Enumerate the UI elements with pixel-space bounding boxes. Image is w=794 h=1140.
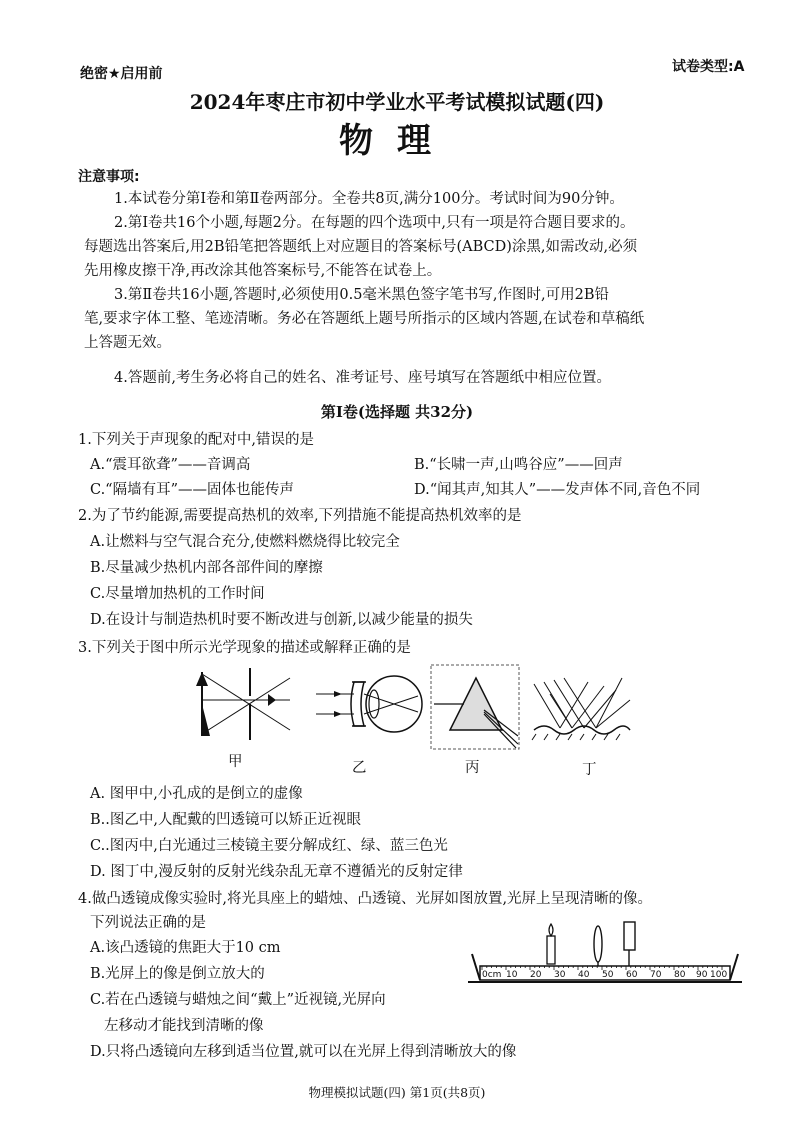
q1-stem: 1.下列关于声现象的配对中,错误的是 — [78, 432, 314, 448]
candle-icon — [547, 924, 555, 964]
q4-stem: 4.做凸透镜成像实验时,将光具座上的蜡烛、凸透镜、光屏如图放置,光屏上呈现清晰的像。 — [78, 891, 653, 907]
secret-mark: 绝密★启用前 — [80, 66, 163, 82]
q1-option-c: C.“隔墙有耳”——固体也能传声 — [90, 482, 295, 498]
q1-option-d: D.“闻其声,知其人”——发声体不同,音色不同 — [414, 482, 701, 498]
notes-line: 先用橡皮擦干净,再改涂其他答案标号,不能答在试卷上。 — [84, 263, 442, 279]
q2-option-d: D.在设计与制造热机时要不断改进与创新,以减少能量的损失 — [90, 612, 473, 628]
q4-option-d: D.只将凸透镜向左移到适当位置,就可以在光屏上得到清晰放大的像 — [90, 1044, 517, 1060]
q4-option-c: C.若在凸透镜与蜡烛之间“戴上”近视镜,光屏向 — [90, 992, 386, 1008]
q3-option-a: A. 图甲中,小孔成的是倒立的虚像 — [90, 786, 303, 802]
q4-stem-continued: 下列说法正确的是 — [90, 915, 206, 931]
notes-line: 每题选出答案后,用2B铅笔把答题纸上对应题目的答案标号(ABCD)涂黑,如需改动,必须 — [84, 239, 638, 255]
light-screen-icon — [624, 922, 635, 950]
section-title: 第Ⅰ卷(选择题 共32分) — [320, 403, 474, 421]
notes-line: 2.第Ⅰ卷共16个小题,每题2分。在每题的四个选项中,只有一项是符合题目要求的。 — [114, 215, 635, 231]
ruler-label: 10 — [506, 970, 518, 980]
q2-option-a: A.让燃料与空气混合充分,使燃料燃烧得比较完全 — [90, 534, 400, 550]
figure-label-jia: 甲 — [228, 754, 243, 770]
q2-stem: 2.为了节约能源,需要提高热机的效率,下列措施不能提高热机效率的是 — [78, 508, 522, 524]
ruler-label: 100 — [710, 970, 728, 980]
q1-option-a: A.“震耳欲聋”——音调高 — [90, 457, 251, 473]
ruler-label: 70 — [650, 970, 662, 980]
figure-label-yi: 乙 — [352, 760, 367, 776]
convex-lens-icon — [594, 926, 602, 962]
paper-type: 试卷类型:A — [672, 59, 745, 75]
notes-line: 1.本试卷分第Ⅰ卷和第Ⅱ卷两部分。全卷共8页,满分100分。考试时间为90分钟。 — [114, 191, 624, 207]
figure-jia-pinhole — [190, 664, 300, 744]
ruler-label: 80 — [674, 970, 686, 980]
ruler-label: 0cm — [482, 970, 502, 980]
notes-line: 上答题无效。 — [84, 335, 171, 351]
subject-title: 物理 — [339, 121, 455, 161]
figure-optical-bench — [468, 916, 742, 992]
ruler-label: 60 — [626, 970, 638, 980]
q4-option-a: A.该凸透镜的焦距大于10 cm — [90, 940, 281, 956]
page-footer: 物理模拟试题(四) 第1页(共8页) — [308, 1085, 486, 1100]
ruler-label: 30 — [554, 970, 566, 980]
q4-option-c-continued: 左移动才能找到清晰的像 — [104, 1018, 264, 1034]
figure-label-ding: 丁 — [582, 762, 597, 778]
ruler-label: 90 — [696, 970, 708, 980]
figure-ding-diffuse — [530, 664, 634, 754]
ruler-label: 50 — [602, 970, 614, 980]
notes-heading: 注意事项: — [78, 169, 140, 185]
notes-line: 3.第Ⅱ卷共16小题,答题时,必须使用0.5毫米黑色签字笔书写,作图时,可用2B铅 — [114, 287, 610, 303]
q2-option-c: C.尽量增加热机的工作时间 — [90, 586, 265, 602]
ruler-label: 20 — [530, 970, 542, 980]
q3-stem: 3.下列关于图中所示光学现象的描述或解释正确的是 — [78, 640, 411, 656]
figure-yi-eye — [314, 664, 424, 744]
q3-option-d: D. 图丁中,漫反射的反射光线杂乱无章不遵循光的反射定律 — [90, 864, 463, 880]
notes-line: 4.答题前,考生务必将自己的姓名、准考证号、座号填写在答题纸中相应位置。 — [114, 370, 611, 386]
q2-option-b: B.尽量减少热机内部各部件间的摩擦 — [90, 560, 323, 576]
figure-label-bing: 丙 — [465, 760, 480, 776]
notes-line: 笔,要求字体工整、笔迹清晰。务必在答题纸上题号所指示的区域内答题,在试卷和草稿纸 — [84, 311, 645, 327]
q4-option-b: B.光屏上的像是倒立放大的 — [90, 966, 265, 982]
q3-option-b: B..图乙中,人配戴的凹透镜可以矫正近视眼 — [90, 812, 361, 828]
figure-bing-prism — [430, 664, 522, 752]
q1-option-b: B.“长啸一声,山鸣谷应”——回声 — [414, 457, 623, 473]
exam-title: 2024年枣庄市初中学业水平考试模拟试题(四) — [189, 90, 605, 114]
ruler-label: 40 — [578, 970, 590, 980]
q3-option-c: C..图丙中,白光通过三棱镜主要分解成红、绿、蓝三色光 — [90, 838, 448, 854]
